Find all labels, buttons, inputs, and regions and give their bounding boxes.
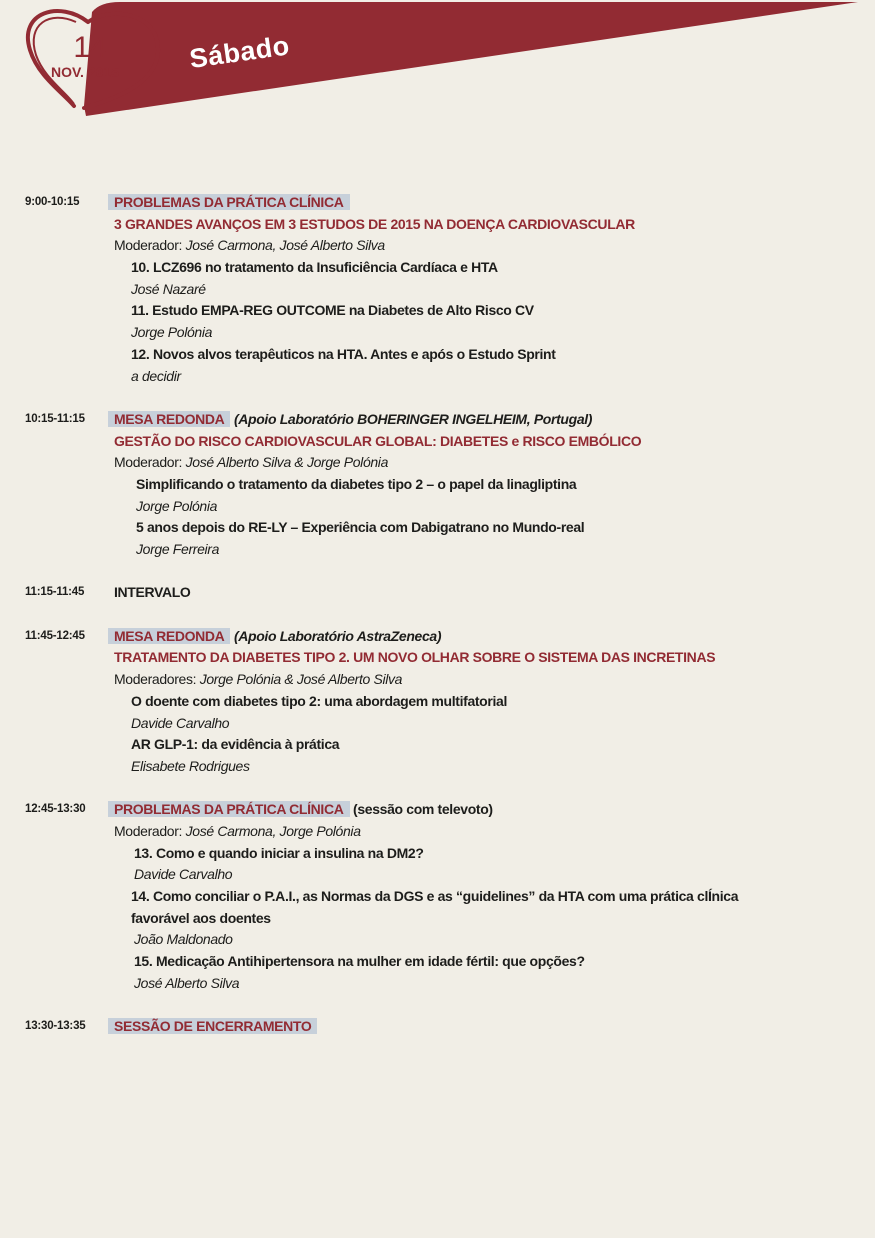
weekday-title: Sábado	[187, 30, 292, 75]
banner-ribbon	[0, 0, 875, 130]
moderator-label: Moderadores:	[114, 671, 200, 688]
talk-title: 5 anos depois do RE-LY – Experiência com Dabigatrano no Mundo-real	[136, 519, 585, 536]
talk-title: 14. Como conciliar o P.A.I., as Normas da DGS e as “guidelines” da HTA com uma prática clÍnica	[131, 888, 739, 904]
moderators: José Carmona, Jorge Polónia	[185, 822, 361, 839]
moderators: Jorge Polónia & José Alberto Silva	[199, 671, 403, 688]
talk-title-continued: favorável aos doentes	[131, 909, 271, 926]
talk-title: AR GLP-1: da evidência à prática	[131, 736, 340, 753]
session	[0, 1016, 875, 1038]
talk-speaker: Davide Carvalho	[131, 714, 230, 731]
session-title: TRATAMENTO DA DIABETES TIPO 2. UM NOVO OLHAR SOBRE O SISTEMA DAS INCRETINAS	[114, 649, 716, 666]
talk-speaker: José Alberto Silva	[134, 974, 240, 991]
session	[0, 192, 875, 387]
date-day: 14	[73, 31, 107, 64]
session-label: PROBLEMAS DA PRÁTICA CLÍNICA	[108, 801, 350, 817]
talk-speaker: Jorge Polónia	[131, 324, 213, 341]
talk-title: Simplificando o tratamento da diabetes tipo 2 – o papel da linagliptina	[136, 475, 577, 492]
talk-title: 10. LCZ696 no tratamento da Insuficiência Cardíaca e HTA	[131, 259, 498, 276]
session-sponsor: (Apoio Laboratório BOHERINGER INGELHEIM, Portugal)	[230, 410, 593, 427]
session-label: MESA REDONDA	[108, 628, 230, 644]
talk-speaker: Jorge Ferreira	[136, 541, 220, 557]
session-time: 12:45-13:30	[25, 803, 86, 816]
session-sponsor: (Apoio Laboratório AstraZeneca)	[230, 627, 442, 644]
session-break	[0, 582, 875, 604]
header-banner	[0, 0, 875, 130]
talk-speaker: João Maldonado	[134, 931, 233, 948]
talk-title: 15. Medicação Antihipertensora na mulher em idade fértil: que opções?	[134, 953, 585, 970]
session-time: 13:30-13:35	[25, 1020, 86, 1033]
session-time: 10:15-11:15	[25, 412, 85, 425]
session-note: (sessão com televoto)	[349, 801, 493, 818]
moderators: José Alberto Silva & Jorge Polónia	[185, 454, 389, 471]
session-label: SESSÃO DE ENCERRAMENTO	[108, 1018, 317, 1034]
session-title: GESTÃO DO RISCO CARDIOVASCULAR GLOBAL: DIABETES e RISCO EMBÓLICO	[114, 432, 642, 449]
session-label: MESA REDONDA	[108, 411, 230, 427]
session-label: INTERVALO	[114, 584, 191, 601]
talk-title: 13. Como e quando iniciar a insulina na DM2?	[134, 844, 424, 861]
session-time: 11:45-12:45	[25, 629, 85, 642]
session-time: 11:15-11:45	[25, 586, 85, 599]
date-month-year: NOV. 2015	[51, 64, 119, 80]
session	[0, 409, 875, 561]
moderators: José Carmona, José Alberto Silva	[185, 237, 385, 254]
program-schedule	[0, 192, 875, 1038]
talk-title: 11. Estudo EMPA-REG OUTCOME na Diabetes de Alto Risco CV	[131, 302, 534, 319]
moderator-label: Moderador:	[114, 237, 186, 254]
session	[0, 626, 875, 778]
moderator-label: Moderador:	[114, 822, 186, 839]
talk-speaker: a decidir	[131, 367, 181, 384]
talk-speaker: Jorge Polónia	[136, 497, 218, 514]
talk-speaker: José Nazaré	[131, 280, 206, 297]
session-title: 3 GRANDES AVANÇOS EM 3 ESTUDOS DE 2015 NA DOENÇA CARDIOVASCULAR	[114, 215, 635, 232]
talk-title: O doente com diabetes tipo 2: uma abordagem multifatorial	[131, 692, 508, 709]
session-label: PROBLEMAS DA PRÁTICA CLÍNICA	[108, 194, 350, 210]
moderator-label: Moderador:	[114, 454, 186, 471]
talk-title: 12. Novos alvos terapêuticos na HTA. Antes e após o Estudo Sprint	[131, 345, 556, 362]
talk-speaker: Elisabete Rodrigues	[131, 757, 250, 774]
talk-speaker: Davide Carvalho	[134, 866, 233, 883]
session-time: 9:00-10:15	[25, 196, 80, 208]
session	[0, 799, 875, 994]
